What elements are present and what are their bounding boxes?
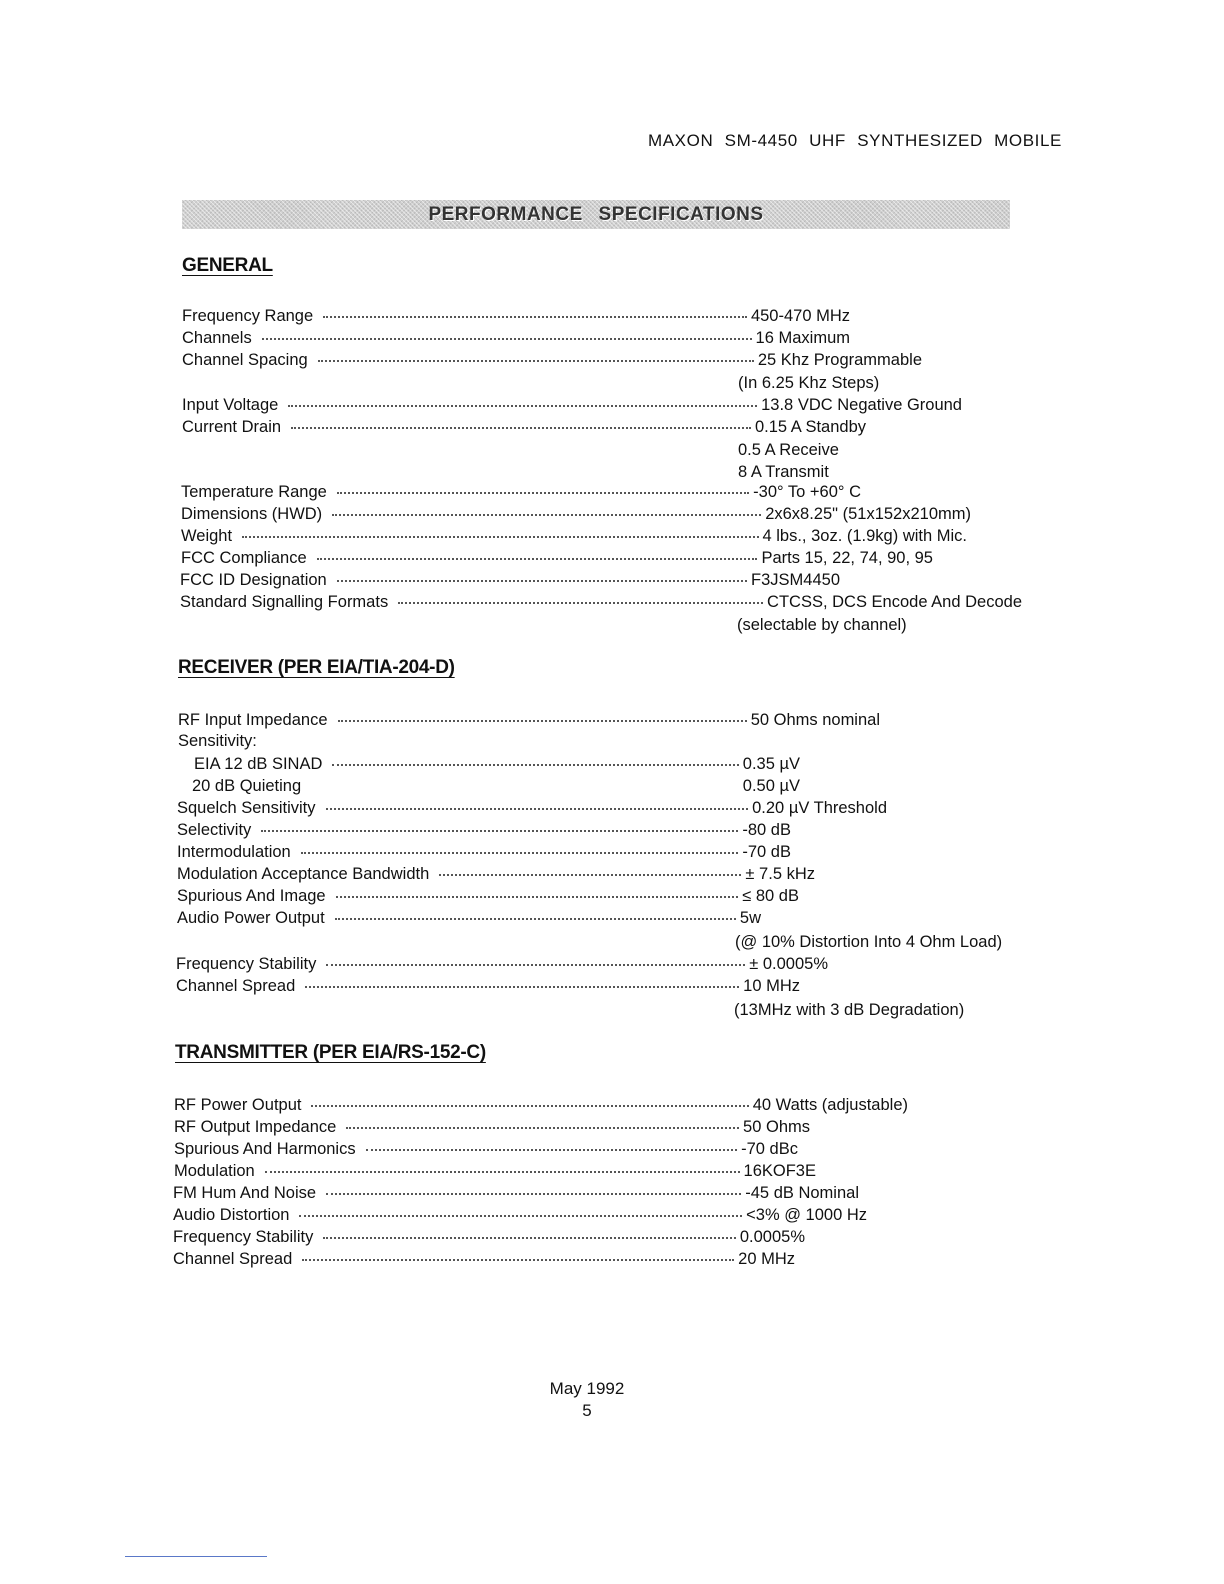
dot-leader [332,764,738,766]
spec-row [173,1250,795,1272]
banner-title: PERFORMANCE SPECIFICATIONS [428,203,764,225]
spec-value-continued: (13MHz with 3 dB Degradation) [734,1001,965,1019]
dot-leader [291,427,751,429]
spec-value-continued: 8 A Transmit [738,463,829,481]
spec-label: FCC ID Designation [180,571,327,589]
spec-label: Weight [181,527,233,545]
spec-value: 0.35 µV [742,755,800,773]
spec-label: Current Drain [182,418,282,436]
spec-row [174,1096,908,1118]
spec-value: F3JSM4450 [751,571,840,589]
spec-value: -70 dB [742,843,791,861]
spec-label: RF Output Impedance [174,1118,337,1136]
spec-value-continued: (@ 10% Distortion Into 4 Ohm Load) [735,933,1003,951]
dot-leader [305,986,739,988]
spec-value: 0.20 µV Threshold [752,799,887,817]
spec-value: 25 Khz Programmable [757,351,922,369]
page-number: 5 [582,1401,592,1420]
footer-rule [125,1556,267,1557]
dot-leader [323,1237,736,1239]
spec-value: 0.15 A Standby [754,418,866,436]
spec-row [177,843,791,865]
spec-value: <3% @ 1000 Hz [746,1206,867,1224]
spec-value: -80 dB [742,821,791,839]
spec-label: Selectivity [177,821,252,839]
spec-value-continued: (In 6.25 Khz Steps) [738,374,880,392]
dot-leader [242,536,758,538]
dot-leader [262,338,752,340]
spec-value: ± 0.0005% [749,955,828,973]
spec-label: Dimensions (HWD) [181,505,323,523]
spec-label: 20 dB Quieting [192,777,302,795]
spec-value: 0.0005% [739,1228,805,1246]
spec-row [178,711,880,733]
spec-label: Modulation [174,1162,255,1180]
spec-label: Modulation Acceptance Bandwidth [177,865,430,883]
spec-label: FM Hum And Noise [173,1184,317,1202]
dot-leader [366,1149,738,1151]
spec-row [182,329,850,351]
dot-leader [323,316,747,318]
spec-row [176,977,800,999]
spec-row [177,865,815,887]
transmitter-heading: TRANSMITTER (PER EIA/RS-152-C) [175,1042,486,1063]
spec-label: Spurious And Harmonics [174,1140,356,1158]
spec-value: 20 MHz [738,1250,795,1268]
spec-value: -45 dB Nominal [745,1184,859,1202]
spec-row [177,909,761,931]
dot-leader [318,360,754,362]
spec-row [182,307,850,329]
spec-value: 16KOF3E [743,1162,816,1180]
page-header: MAXON SM-4450 UHF SYNTHESIZED MOBILE [647,131,1062,150]
dot-leader [326,1193,741,1195]
spec-row [173,1184,859,1206]
spec-row [174,1140,798,1162]
spec-value: 2x6x8.25" (51x152x210mm) [765,505,971,523]
spec-value: CTCSS, DCS Encode And Decode [767,593,1022,611]
spec-label: RF Power Output [174,1096,302,1114]
spec-row [181,527,967,549]
spec-label: Audio Power Output [177,909,325,927]
dot-leader [398,602,763,604]
spec-label: Channel Spread [173,1250,293,1268]
spec-row [177,821,791,843]
spec-label: Channel Spacing [182,351,308,369]
spec-label: Audio Distortion [173,1206,290,1224]
spec-row [174,1162,816,1184]
spec-value: -70 dBc [741,1140,798,1158]
spec-row [182,351,922,373]
spec-value-continued: 0.5 A Receive [738,441,839,459]
spec-label: Frequency Range [182,307,314,325]
spec-row [194,755,800,777]
spec-label: Squelch Sensitivity [177,799,316,817]
spec-label: Frequency Stability [173,1228,314,1246]
spec-value: -30° To +60° C [753,483,861,501]
footer-date: May 1992 [549,1379,625,1398]
dot-leader [299,1215,742,1217]
dot-leader [439,874,741,876]
dot-leader [326,808,749,810]
spec-label: RF Input Impedance [178,711,328,729]
spec-value: 16 Maximum [755,329,850,347]
spec-label: EIA 12 dB SINAD [194,755,323,773]
spec-row [181,549,933,571]
spec-row [176,955,828,977]
spec-label: Input Voltage [182,396,279,414]
spec-label: Sensitivity: [178,732,257,750]
dot-leader [301,852,739,854]
dot-leader [288,405,757,407]
spec-label: Standard Signalling Formats [180,593,389,611]
spec-value: 0.50 µV [742,777,800,795]
dot-leader [332,514,761,516]
general-heading: GENERAL [182,255,273,276]
spec-row [177,887,799,909]
dot-leader [302,1259,734,1261]
spec-label: Temperature Range [181,483,327,501]
spec-value: 4 lbs., 3oz. (1.9kg) with Mic. [762,527,967,545]
spec-row [180,593,1022,615]
spec-label: Frequency Stability [176,955,317,973]
spec-row [174,1118,810,1140]
spec-row [182,418,866,440]
spec-value: 50 Ohms [743,1118,810,1136]
spec-value: 450-470 MHz [750,307,850,325]
dot-leader [326,964,745,966]
spec-value: 50 Ohms nominal [750,711,880,729]
dot-leader [265,1171,740,1173]
receiver-heading: RECEIVER (PER EIA/TIA-204-D) [178,657,455,678]
spec-label: Spurious And Image [177,887,326,905]
spec-value: 13.8 VDC Negative Ground [761,396,962,414]
spec-row [182,396,962,418]
spec-row [173,1206,867,1228]
spec-value: ≤ 80 dB [742,887,799,905]
spec-row [173,1228,805,1250]
spec-row [181,505,971,527]
spec-value: 5w [739,909,761,927]
spec-value: 40 Watts (adjustable) [752,1096,908,1114]
dot-leader [346,1127,739,1129]
dot-leader [337,580,747,582]
spec-row [180,571,840,593]
spec-label: FCC Compliance [181,549,307,567]
dot-leader [311,1105,748,1107]
spec-label: Channels [182,329,252,347]
dot-leader [337,492,749,494]
spec-value: 10 MHz [743,977,800,995]
spec-label: Intermodulation [177,843,291,861]
spec-row [177,799,887,821]
dot-leader [335,918,736,920]
spec-value-continued: (selectable by channel) [737,616,907,634]
spec-value: Parts 15, 22, 74, 90, 95 [761,549,933,567]
spec-label: Channel Spread [176,977,296,995]
dot-leader [336,896,739,898]
spec-row [181,483,861,505]
spec-value: ± 7.5 kHz [745,865,815,883]
spec-row [192,777,800,799]
dot-leader [261,830,738,832]
dot-leader [338,720,747,722]
section-banner [182,200,1010,229]
dot-leader [317,558,758,560]
